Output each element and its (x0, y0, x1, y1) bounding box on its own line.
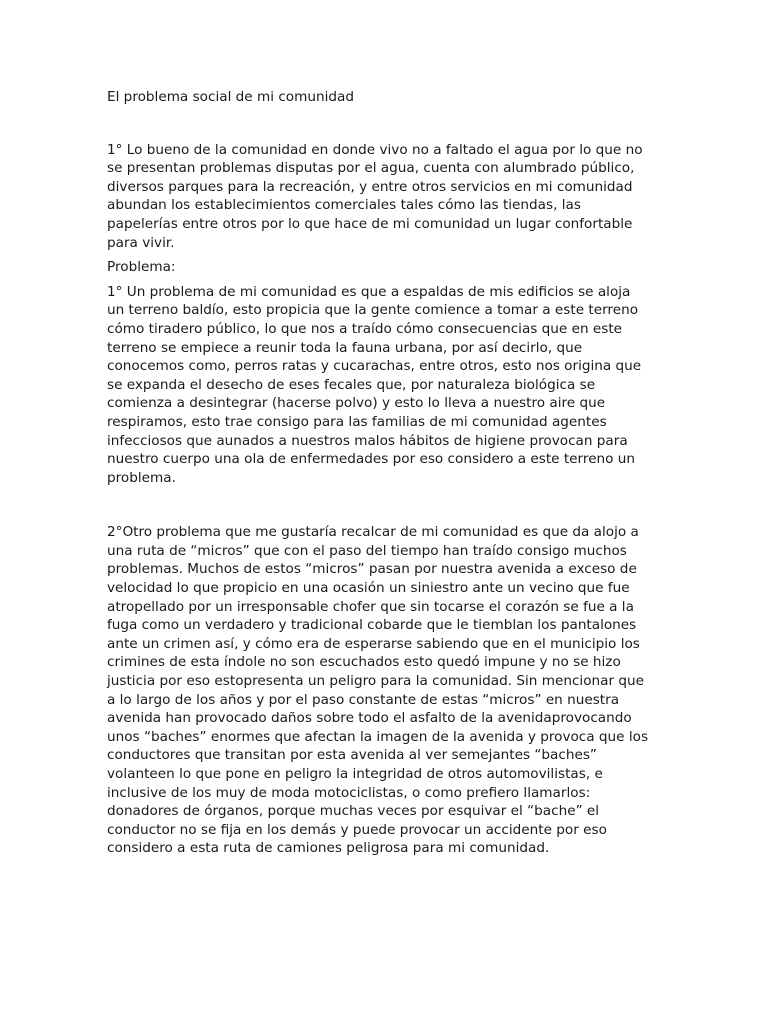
problem-2-line: velocidad lo que propicio en una ocasión un siniestro ante un vecino que fue (107, 580, 630, 597)
problem-2-line: 2°Otro problema que me gustaría recalcar de mi comunidad es que da alojo a (107, 524, 639, 541)
intro-line: abundan los establecimientos comerciales tales cómo las tiendas, las (107, 197, 581, 214)
document-title: El problema social de mi comunidad (107, 89, 354, 105)
problem-2-line: problemas. Muchos de estos “micros” pasan por nuestra avenida a exceso de (107, 561, 637, 578)
problem-2-line: unos “baches” enormes que afectan la imagen de la avenida y provoca que los (107, 728, 649, 745)
problem-2-line: justicia por eso estopresenta un peligro para la comunidad. Sin mencionar que (107, 673, 644, 690)
problem-2-line: donadores de órganos, porque muchas veces por esquivar el “bache” el (107, 803, 600, 820)
document-body (107, 88, 663, 858)
spacer (107, 487, 663, 523)
intro-line: se presentan problemas disputas por el agua, cuenta con alumbrado público, (107, 160, 635, 177)
intro-line: para vivir. (107, 234, 175, 251)
problem-2-line: crimines de esta índole no son escuchados esto quedó impune y no se hizo (107, 654, 621, 671)
spacer (107, 107, 663, 141)
problem-2-paragraph (107, 523, 663, 858)
problem-1-line: problema. (107, 469, 176, 486)
problem-2-line: a lo largo de los años y por el paso constante de estas “micros” en nuestra (107, 691, 620, 708)
problem-1-line: terreno se empiece a reunir toda la fauna urbana, por así decirlo, que (107, 339, 583, 356)
problem-1-line: conocemos como, perros ratas y cucarachas, entre otros, esto nos origina que (107, 358, 642, 375)
problem-2-line: conductores que transitan por esta avenida al ver semejantes “baches” (107, 747, 597, 764)
problem-2-line: una ruta de “micros” que con el paso del tiempo han traído consigo muchos (107, 542, 627, 559)
intro-line: 1° Lo bueno de la comunidad en donde vivo no a faltado el agua por lo que no (107, 141, 643, 158)
problem-1-line: infecciosos que aunados a nuestros malos hábitos de higiene provocan para (107, 432, 628, 449)
problem-1-line: comienza a desintegrar (hacerse polvo) y esto lo lleva a nuestro aire que (107, 395, 606, 412)
intro-paragraph (107, 141, 663, 253)
intro-line: papelerías entre otros por lo que hace de mi comunidad un lugar confortable (107, 215, 633, 232)
problem-1-line: un terreno baldío, esto propicia que la gente comience a tomar a este terreno (107, 302, 639, 319)
problem-1-line: respiramos, esto trae consigo para las familias de mi comunidad agentes (107, 413, 607, 430)
problem-2-line: ante un crimen así, y cómo era de esperarse sabiendo que en el municipio los (107, 635, 640, 652)
intro-line: diversos parques para la recreación, y entre otros servicios en mi comunidad (107, 178, 633, 195)
problem-heading: Problema: (107, 259, 176, 276)
problem-2-line: avenida han provocado daños sobre todo el asfalto de la avenidaprovocando (107, 710, 632, 727)
problem-1-line: 1° Un problema de mi comunidad es que a espaldas de mis edificios se aloja (107, 283, 631, 300)
problem-2-line: atropellado por un irresponsable chofer que sin tocarse el corazón se fue a la (107, 598, 634, 615)
problem-1-line: nuestro cuerpo una ola de enfermedades por eso considero a este terreno un (107, 451, 636, 468)
problem-1-paragraph (107, 283, 663, 488)
problem-2-line: considero a esta ruta de camiones peligrosa para mi comunidad. (107, 840, 550, 857)
problem-1-line: cómo tiradero público, lo que nos a traído cómo consecuencias que en este (107, 320, 623, 337)
problem-2-line: volanteen lo que pone en peligro la integridad de otros automovilistas, e (107, 766, 603, 782)
problem-2-line: conductor no se fija en los demás y puede provocar un accidente por eso (107, 821, 607, 838)
problem-2-line: fuga como un verdadero y tradicional cobarde que le tiemblan los pantalones (107, 617, 637, 634)
problem-2-line: inclusive de los muy de moda motociclistas, o como prefiero llamarlos: (107, 784, 591, 801)
problem-1-line: se expanda el desecho de eses fecales que, por naturaleza biológica se (107, 376, 596, 393)
